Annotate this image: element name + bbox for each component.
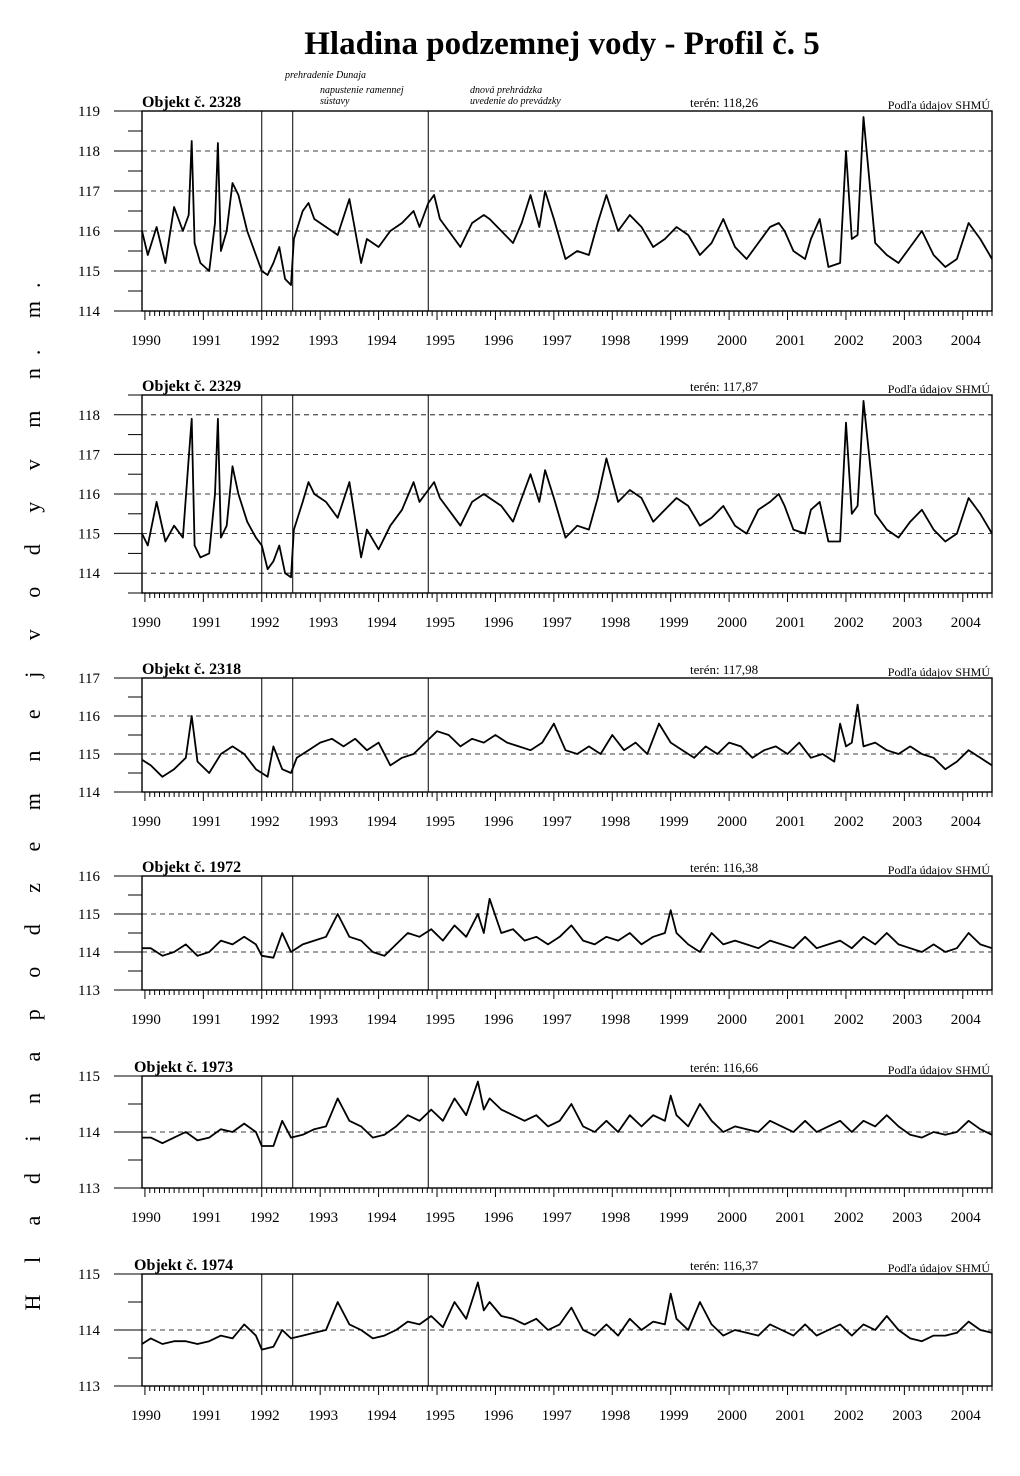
x-tick-label: 1999 [658, 814, 689, 830]
y-tick-label: 113 [78, 1181, 100, 1197]
y-tick-label: 114 [78, 1323, 100, 1339]
x-tick-label: 1994 [366, 1210, 397, 1226]
y-tick-label: 116 [78, 224, 100, 240]
x-tick-label: 1990 [130, 814, 161, 830]
x-tick-label: 1991 [191, 1012, 222, 1028]
x-tick-label: 1995 [424, 1210, 455, 1226]
panel-title: Objekt č. 2318 [142, 661, 242, 678]
y-tick-label: 116 [78, 487, 100, 503]
terrain-label: terén: 118,26 [690, 95, 759, 110]
plot-frame [142, 876, 992, 990]
chart-panel-3 [78, 661, 992, 830]
x-tick-label: 1995 [424, 615, 455, 631]
x-tick-label: 2001 [775, 814, 806, 830]
series-line-1 [142, 899, 992, 958]
chart-panel-2 [78, 378, 992, 631]
y-tick-label: 115 [78, 526, 100, 543]
x-tick-label: 1997 [541, 615, 572, 631]
x-tick-label: 1994 [366, 1012, 397, 1028]
x-tick-label: 2004 [950, 1408, 981, 1424]
y-tick-label: 114 [78, 785, 100, 801]
chart-panel-4 [78, 859, 992, 1028]
x-tick-label: 2000 [717, 333, 748, 349]
x-tick-label: 1999 [658, 333, 689, 349]
x-tick-label: 1999 [658, 1210, 689, 1226]
x-tick-label: 2000 [717, 1012, 748, 1028]
annotation-weir-line1: dnová prehrádzka [470, 85, 543, 96]
x-tick-label: 2002 [833, 333, 864, 349]
y-tick-label: 118 [78, 144, 100, 160]
x-tick-label: 1990 [130, 1408, 161, 1424]
x-tick-label: 1994 [366, 814, 397, 830]
page-title: Hladina podzemnej vody - Profil č. 5 [304, 26, 820, 62]
terrain-label: terén: 116,38 [690, 860, 759, 875]
x-tick-label: 2000 [717, 615, 748, 631]
x-tick-label: 1991 [191, 1210, 222, 1226]
source-label: Podľa údajov SHMÚ [887, 1063, 990, 1077]
x-tick-label: 1993 [308, 333, 339, 349]
x-tick-label: 1991 [191, 814, 222, 830]
terrain-label: terén: 117,87 [690, 379, 759, 394]
x-tick-label: 1996 [483, 615, 514, 631]
x-tick-label: 2002 [833, 1408, 864, 1424]
x-tick-label: 1994 [366, 1408, 397, 1424]
chart-panel-1 [78, 94, 992, 349]
x-tick-label: 1991 [191, 615, 222, 631]
x-tick-label: 1992 [249, 333, 280, 349]
x-tick-label: 1991 [191, 1408, 222, 1424]
plot-frame [142, 678, 992, 792]
x-tick-label: 2004 [950, 333, 981, 349]
x-tick-label: 2004 [950, 615, 981, 631]
x-tick-label: 2003 [892, 615, 923, 631]
x-tick-label: 2000 [717, 814, 748, 830]
terrain-label: terén: 116,66 [690, 1060, 759, 1075]
x-tick-label: 1993 [308, 1210, 339, 1226]
y-tick-label: 115 [78, 264, 100, 280]
x-tick-label: 2002 [833, 1210, 864, 1226]
annotation-dam-closure: prehradenie Dunaja [285, 70, 367, 81]
source-label: Podľa údajov SHMÚ [887, 1261, 990, 1275]
chart-panels [78, 94, 992, 1424]
x-tick-label: 1995 [424, 333, 455, 349]
x-tick-label: 2000 [717, 1408, 748, 1424]
x-tick-label: 1995 [424, 1012, 455, 1028]
x-tick-label: 2001 [775, 1408, 806, 1424]
y-tick-label: 114 [78, 1125, 100, 1141]
x-tick-label: 2001 [775, 1012, 806, 1028]
x-tick-label: 1993 [308, 615, 339, 631]
annotation-weir-line2: uvedenie do prevádzky [470, 96, 561, 107]
x-tick-label: 1998 [600, 333, 631, 349]
x-tick-label: 2003 [892, 1210, 923, 1226]
x-tick-label: 1990 [130, 1012, 161, 1028]
terrain-label: terén: 117,98 [690, 662, 759, 677]
source-label: Podľa údajov SHMÚ [887, 863, 990, 877]
x-tick-label: 1993 [308, 1408, 339, 1424]
chart-panel-6 [78, 1257, 992, 1424]
y-tick-label: 115 [78, 907, 100, 923]
x-tick-label: 1997 [541, 1012, 572, 1028]
y-tick-label: 115 [78, 1069, 100, 1085]
x-tick-label: 1999 [658, 1408, 689, 1424]
x-tick-label: 1992 [249, 615, 280, 631]
x-tick-label: 1993 [308, 1012, 339, 1028]
plot-frame [142, 111, 992, 311]
x-tick-label: 1996 [483, 1012, 514, 1028]
series-line-1 [142, 117, 992, 285]
x-tick-label: 2000 [717, 1210, 748, 1226]
series-line-1 [142, 1082, 992, 1146]
x-tick-label: 1995 [424, 814, 455, 830]
x-tick-label: 1992 [249, 1408, 280, 1424]
x-tick-label: 2003 [892, 1408, 923, 1424]
x-tick-label: 1992 [249, 814, 280, 830]
x-tick-label: 1997 [541, 1408, 572, 1424]
annotation-filling-line2: sústavy [320, 96, 350, 107]
x-tick-label: 1998 [600, 1012, 631, 1028]
x-tick-label: 2003 [892, 1012, 923, 1028]
y-tick-label: 113 [78, 983, 100, 999]
x-tick-label: 1996 [483, 1408, 514, 1424]
x-tick-label: 1994 [366, 615, 397, 631]
x-tick-label: 2004 [950, 1210, 981, 1226]
x-tick-label: 2001 [775, 615, 806, 631]
x-tick-label: 1997 [541, 814, 572, 830]
x-tick-label: 1991 [191, 333, 222, 349]
y-tick-label: 119 [78, 104, 100, 120]
y-tick-label: 114 [78, 566, 100, 583]
source-label: Podľa údajov SHMÚ [887, 382, 990, 396]
x-tick-label: 1998 [600, 1408, 631, 1424]
y-tick-label: 114 [78, 304, 100, 320]
y-tick-label: 117 [78, 671, 100, 687]
x-tick-label: 1999 [658, 615, 689, 631]
x-tick-label: 1997 [541, 333, 572, 349]
terrain-label: terén: 116,37 [690, 1258, 759, 1273]
series-line-1 [142, 705, 992, 777]
x-tick-label: 2004 [950, 814, 981, 830]
y-tick-label: 118 [78, 407, 100, 424]
x-tick-label: 1995 [424, 1408, 455, 1424]
y-tick-label: 116 [78, 709, 100, 725]
source-label: Podľa údajov SHMÚ [887, 665, 990, 679]
x-tick-label: 2001 [775, 333, 806, 349]
x-tick-label: 1998 [600, 1210, 631, 1226]
chart-panel-5 [78, 1059, 992, 1226]
x-tick-label: 2001 [775, 1210, 806, 1226]
y-tick-label: 113 [78, 1379, 100, 1395]
x-tick-label: 2002 [833, 1012, 864, 1028]
x-tick-label: 1990 [130, 615, 161, 631]
y-tick-label: 117 [78, 447, 100, 464]
x-tick-label: 1993 [308, 814, 339, 830]
panel-title: Objekt č. 1973 [134, 1059, 234, 1076]
x-tick-label: 1997 [541, 1210, 572, 1226]
y-tick-label: 115 [78, 747, 100, 763]
x-tick-label: 1998 [600, 814, 631, 830]
x-tick-label: 2002 [833, 615, 864, 631]
x-tick-label: 2004 [950, 1012, 981, 1028]
x-tick-label: 1996 [483, 1210, 514, 1226]
x-tick-label: 1994 [366, 333, 397, 349]
x-tick-label: 1996 [483, 814, 514, 830]
x-tick-label: 2002 [833, 814, 864, 830]
x-tick-label: 2003 [892, 814, 923, 830]
x-tick-label: 1999 [658, 1012, 689, 1028]
panel-title: Objekt č. 2328 [142, 94, 242, 111]
x-tick-label: 1996 [483, 333, 514, 349]
series-line-1 [142, 401, 992, 577]
series-line-1 [142, 1282, 992, 1349]
x-tick-label: 2003 [892, 333, 923, 349]
annotation-filling-line1: napustenie ramennej [320, 85, 404, 96]
y-tick-label: 115 [78, 1267, 100, 1283]
panel-title: Objekt č. 2329 [142, 378, 242, 395]
y-axis-label: H l a d i n a p o d z e m n e j v o d y v m n. m. [20, 269, 45, 1311]
source-label: Podľa údajov SHMÚ [887, 98, 990, 112]
x-tick-label: 1990 [130, 333, 161, 349]
x-tick-label: 1998 [600, 615, 631, 631]
y-tick-label: 116 [78, 869, 100, 885]
y-tick-label: 114 [78, 945, 100, 961]
panel-title: Objekt č. 1974 [134, 1257, 234, 1274]
x-tick-label: 1992 [249, 1210, 280, 1226]
x-tick-label: 1990 [130, 1210, 161, 1226]
y-tick-label: 117 [78, 184, 100, 200]
panel-title: Objekt č. 1972 [142, 859, 242, 876]
x-tick-label: 1992 [249, 1012, 280, 1028]
